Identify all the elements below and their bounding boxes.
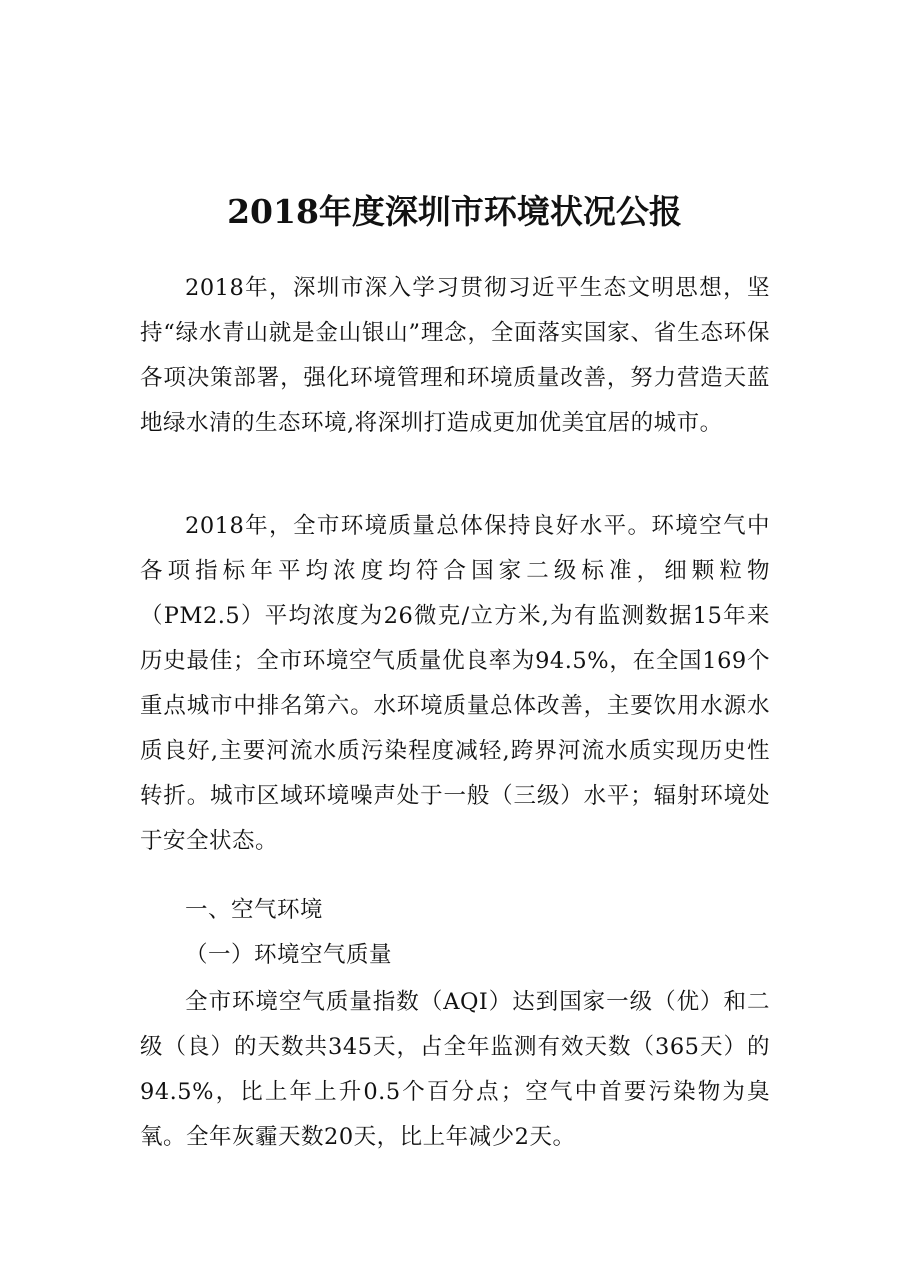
document-title: 2018年度深圳市环境状况公报 xyxy=(227,192,682,232)
subsection-heading-air-quality: （一）环境空气质量 xyxy=(185,942,393,968)
section-heading-air: 一、空气环境 xyxy=(185,897,324,923)
summary-paragraph: 2018年，全市环境质量总体保持良好水平。环境空气中各项指标年平均浓度均符合国家二级标准，细颗粒物（PM2.5）平均浓度为26微克/立方米,为有监测数据15年来历史最佳；全市环境空气质量优良率为94.5%，在全国169个重点城市中排名第六。水环境质量总体改善，主要饮用水源水质良好,主要河流水质污染程度减轻,跨界河流水质实现历史性转折。城市区域环境噪声处于一般（三级）水平；辐射环境处于安全状态。 xyxy=(140,513,770,854)
air-quality-paragraph: 全市环境空气质量指数（AQI）达到国家一级（优）和二级（良）的天数共345天，占全年监测有效天数（365天）的94.5%，比上年上升0.5个百分点；空气中首要污染物为臭氧。全年灰霾天数20天，比上年减少2天。 xyxy=(140,989,770,1150)
intro-paragraph: 2018年，深圳市深入学习贯彻习近平生态文明思想，坚持“绿水青山就是金山银山”理念，全面落实国家、省生态环保各项决策部署，强化环境管理和环境质量改善，努力营造天蓝地绿水清的生态环境,将深圳打造成更加优美宜居的城市。 xyxy=(140,275,770,436)
